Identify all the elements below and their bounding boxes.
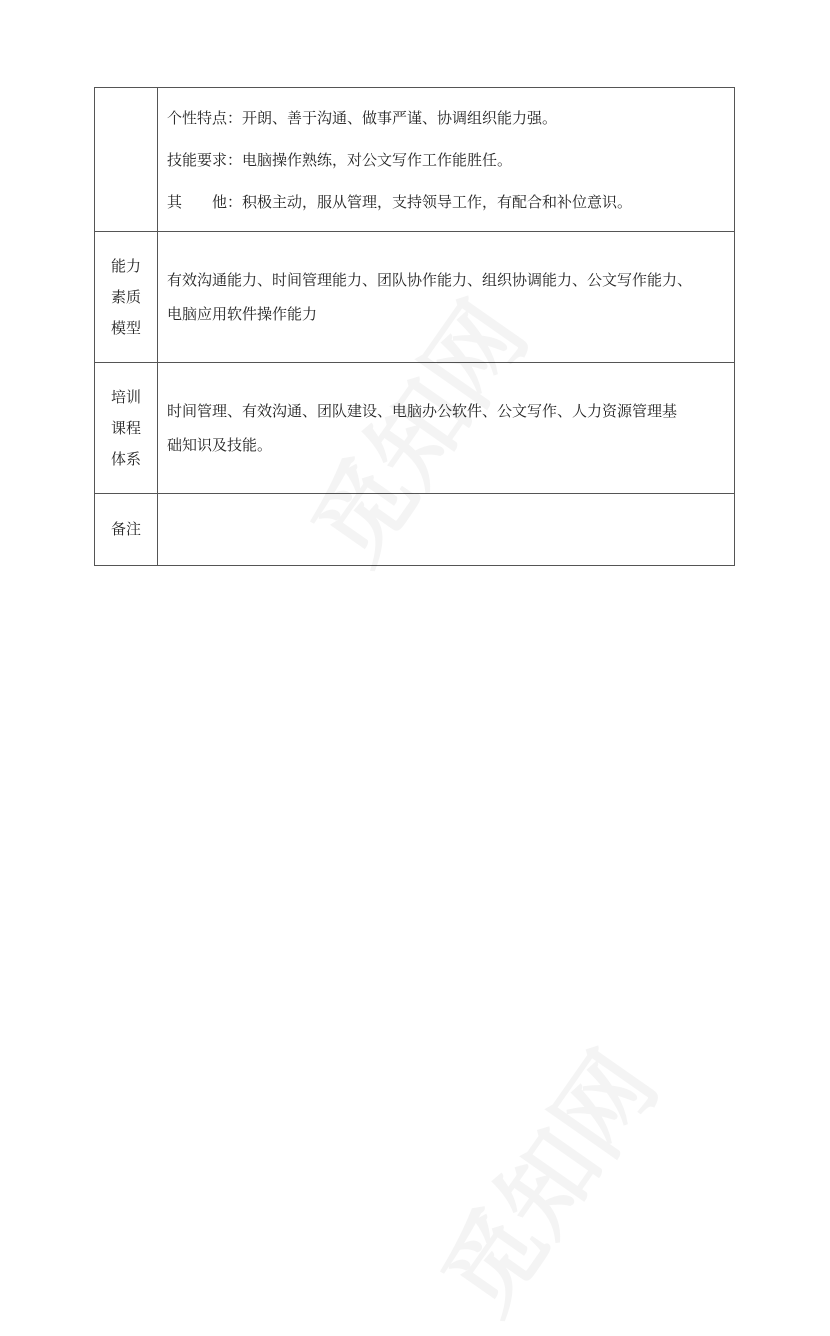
ability-label-line: 素质 — [110, 287, 141, 306]
notes-label-cell: 备注 — [95, 494, 158, 566]
ability-label-line: 能力 — [110, 256, 141, 275]
table-row-ability-model — [95, 232, 735, 363]
watermark-text-bottom — [405, 1021, 682, 1335]
table-row-notes — [95, 494, 735, 566]
training-label-cell — [95, 363, 158, 494]
training-content-line: 础知识及技能。 — [167, 436, 273, 454]
notes-content-cell — [158, 494, 735, 566]
training-content-line: 时间管理、有效沟通、团队建设、电脑办公软件、公文写作、人力资源管理基 — [167, 402, 678, 420]
ability-content-line: 有效沟通能力、时间管理能力、团队协作能力、组织协调能力、公文写作能力、 — [167, 271, 693, 289]
training-content-cell — [158, 363, 735, 494]
traits-content-cell — [158, 88, 735, 232]
training-label-line: 培训 — [110, 387, 141, 406]
table-row-training-courses — [95, 363, 735, 494]
training-label-line: 课程 — [110, 418, 141, 437]
training-label-line: 体系 — [110, 449, 141, 468]
skills-line: 技能要求：电脑操作熟练，对公文写作工作能胜任。 — [167, 150, 513, 169]
ability-model-label-cell — [95, 232, 158, 363]
ability-content-line: 电脑应用软件操作能力 — [167, 305, 318, 323]
traits-label-cell — [95, 88, 158, 232]
ability-model-content-cell — [158, 232, 735, 363]
table-row-traits — [95, 88, 735, 232]
personality-line: 个性特点：开朗、善于沟通、做事严谨、协调组织能力强。 — [167, 108, 558, 127]
ability-label-line: 模型 — [110, 318, 141, 337]
other-line: 其 他：积极主动，服从管理，支持领导工作，有配合和补位意识。 — [167, 192, 633, 211]
job-description-table — [94, 87, 735, 566]
